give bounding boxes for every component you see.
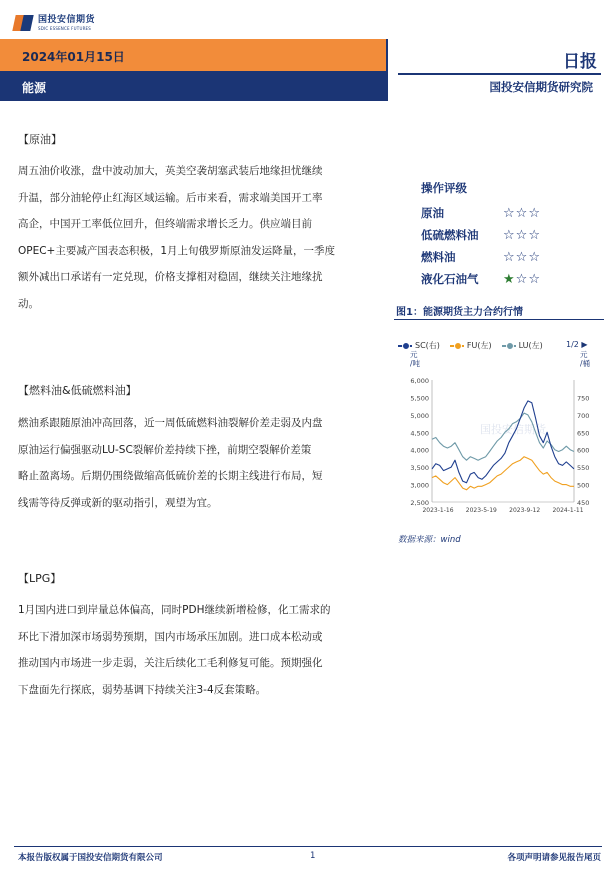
x-tick-label: 2024-1-11 [552,507,584,514]
y-tick-label-left: 4,000 [410,446,429,455]
star-empty-icon: ☆ [515,205,529,221]
footer-copyright: 本报告版权属于国投安信期货有限公司 [18,853,163,863]
section-title-lpg: 【LPG】 [18,572,62,585]
rating-row-lsfo [421,224,571,246]
x-tick-label: 2023-5-19 [465,507,497,514]
unit-right: 元 /桶 [580,350,591,368]
y-tick-label-right: 500 [577,481,590,490]
legend-label: FU(左) [466,341,492,350]
chart-watermark: 国投安信期货 [480,423,546,436]
y-tick-label-right: 600 [577,446,590,455]
y-tick-label-left: 3,000 [410,481,429,490]
rating-row-crude [421,202,571,224]
report-header-right [386,39,615,101]
text-line: 1月国内进口到岸量总体偏高，同时PDH继续新增检修，化工需求的 [18,604,331,616]
y-tick-label-left: 6,000 [410,377,429,385]
series-line-lu [432,413,574,460]
figure-divider [394,319,604,320]
section-body-crude [18,158,376,318]
header-divider [398,73,601,75]
operation-rating [421,180,571,290]
star-rating-icon [503,228,541,243]
rating-row-fuel [421,246,571,268]
text-line: 高企，中国开工率低位回升，但终端需求增长乏力。供应端目前 [18,218,312,231]
text-line: 略止盈离场。后期仍围绕做缩高低硫价差的长期主线进行布局，短 [18,470,323,483]
text-line: 周五油价收涨，盘中波动加大，英美空袭胡塞武装后地缘担忧继续 [18,165,323,177]
text-line: 下盘面先行探底，弱势基调下持续关注3-4反套策略。 [18,683,267,696]
star-rating-icon [503,272,541,287]
y-tick-label-right: 650 [577,429,590,438]
y-tick-label-right: 700 [577,411,590,420]
series-line-fu [432,457,574,490]
series-line-sc [432,401,574,483]
star-empty-icon: ☆ [528,227,541,243]
energy-futures-chart [394,336,609,526]
institute-name: 国投安信期货研究院 [489,80,593,94]
report-type: 日报 [563,52,597,72]
star-empty-icon: ☆ [503,249,516,265]
star-rating-icon [503,250,541,265]
y-tick-label-left: 2,500 [410,499,429,507]
star-empty-icon: ☆ [515,227,529,243]
x-tick-label: 2023-1-16 [422,507,454,514]
star-empty-icon: ☆ [528,249,541,265]
legend-pager[interactable]: 1/2 ▶ [566,340,588,349]
star-empty-icon: ☆ [515,271,529,287]
company-logo [14,10,95,36]
text-line: 线需等待反弹或新的驱动指引，观望为宜。 [18,496,218,509]
text-line: 升温，部分油轮停止红海区域运输。后市来看，需求端美国开工率 [18,191,323,204]
section-title-fuel: 【燃料油&低硫燃料油】 [18,384,137,397]
rating-name: 燃料油 [421,250,456,264]
star-empty-icon: ☆ [528,205,541,221]
report-category: 能源 [22,81,47,95]
data-source: 数据来源：wind [398,535,461,545]
star-empty-icon: ☆ [515,249,529,265]
section-body-lpg [18,597,376,703]
text-line: 原油运行偏强驱动LU-SC裂解价差持续下挫，前期空裂解价差策 [18,443,312,456]
legend-label: SC(右) [415,341,440,350]
rating-title: 操作评级 [421,181,467,195]
date-band [0,39,386,71]
logo-name-cn: 国投安信期货 [38,14,96,25]
star-empty-icon: ☆ [503,205,516,221]
category-band [0,71,386,101]
y-tick-label-right: 450 [577,499,590,507]
text-line: 额外减出口承诺有一定兑现，价格支撑相对稳固，继续关注地缘扰 [18,271,323,284]
rating-name: 低硫燃料油 [421,228,479,242]
rating-name: 液化石油气 [421,272,479,286]
footer-divider [14,846,602,847]
text-line: 动。 [18,297,39,310]
report-date: 2024年01月15日 [22,50,125,64]
star-empty-icon: ☆ [503,227,516,243]
figure-title: 图1：能源期货主力合约行情 [396,307,523,318]
text-line: 环比下滑加深市场弱势预期，国内市场承压加剧。进口成本松动或 [18,630,323,643]
legend-label: LU(左) [518,341,543,350]
footer-disclaimer: 各项声明请参见报告尾页 [507,853,601,863]
rating-name: 原油 [421,206,444,220]
unit-left: 元 /吨 [410,350,421,368]
section-body-fuel [18,410,376,516]
text-line: OPEC+主要减产国表态积极，1月上旬俄罗斯原油发运降量，一季度 [18,244,336,257]
x-tick-label: 2023-9-12 [509,507,541,514]
chart-plot [394,336,609,526]
y-tick-label-right: 750 [577,394,590,403]
y-tick-label-left: 5,500 [410,394,429,403]
y-tick-label-left: 4,500 [410,429,429,438]
y-tick-label-left: 3,500 [410,464,429,473]
text-line: 推动国内市场进一步走弱，关注后续化工毛利修复可能。预期强化 [18,657,323,670]
y-tick-label-right: 550 [577,464,590,473]
star-filled-icon: ★ [503,271,516,287]
page-number: 1 [310,851,316,861]
logo-mark-icon [14,13,34,33]
text-line: 燃油系跟随原油冲高回落，近一周低硫燃料油裂解价差走弱及内盘 [18,417,323,429]
section-title-crude: 【原油】 [18,133,62,146]
logo-text [38,16,95,31]
star-rating-icon [503,206,541,221]
star-empty-icon: ☆ [528,271,541,287]
y-tick-label-left: 5,000 [410,411,429,420]
logo-name-en: SDIC ESSENCE FUTURES [38,25,92,31]
rating-row-lpg [421,268,571,290]
